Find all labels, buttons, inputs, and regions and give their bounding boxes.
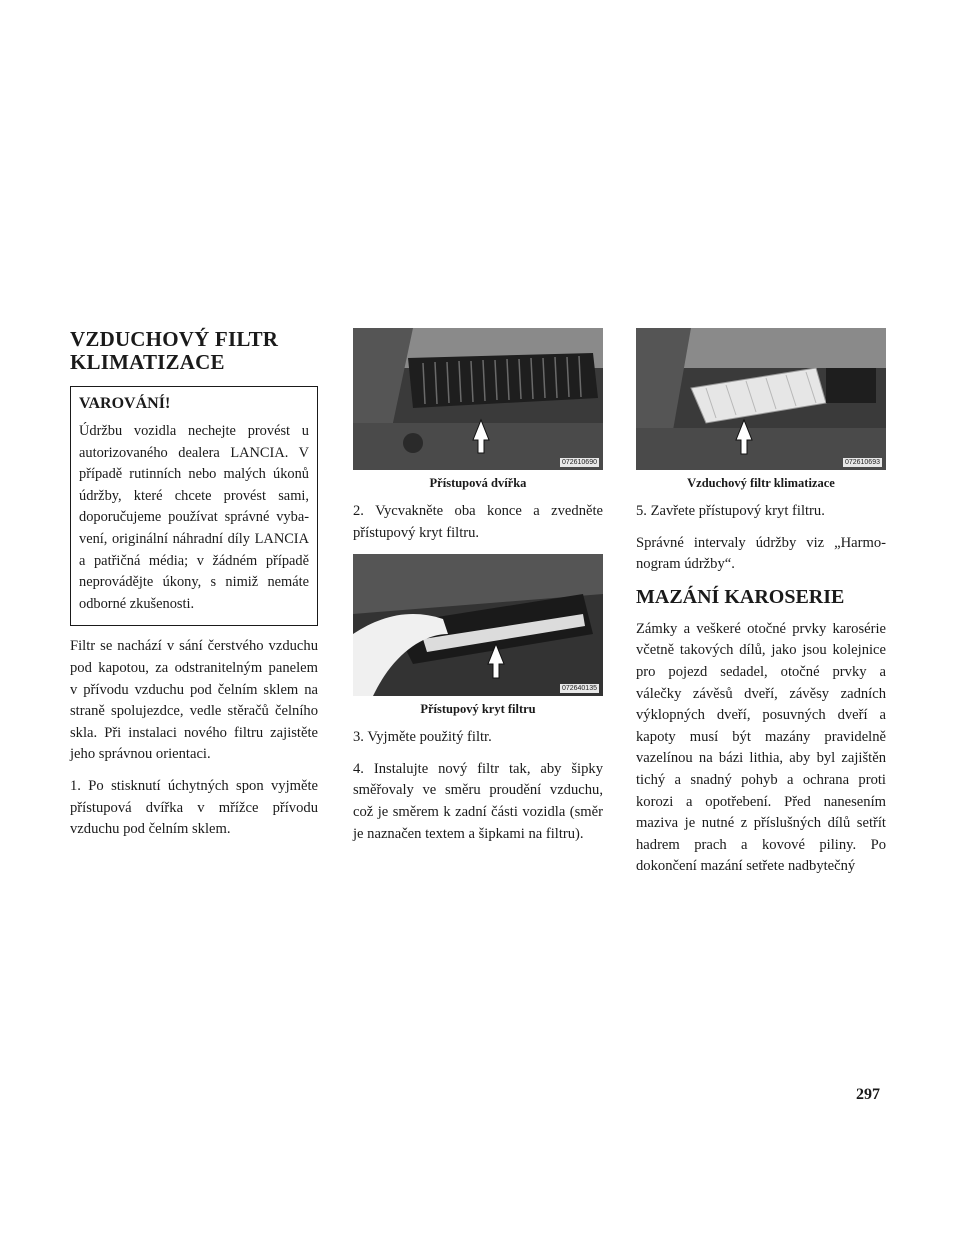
caption-access-door: Přístupová dvířka: [429, 476, 527, 490]
column-3: [636, 328, 886, 888]
warning-title: VAROVÁNÍ!: [79, 395, 171, 412]
figure-code: 072610690: [561, 459, 597, 466]
heading-line-2: KLIMATIZACE: [70, 350, 225, 374]
photo-filter-cover: [353, 554, 603, 696]
photo-access-door: [353, 328, 603, 470]
caption-filter-cover: Přístupový kryt filtru: [420, 702, 536, 717]
paragraph-body-lubrication: Zámky a veškeré otočné prvky karosérie včetně takových dílů, jako jsou kolejnice pro pojezd sedadel, otočné prvky a válečky závěsů dveří, závěsy zadních výklopných dveří, posuvných dveří a kapoty musí být mazány pravidelně vazelínou na bázi lithia, aby byl zajištěn tichý a snadný pohyb a ochrana proti korozi a opotřebení. Před nanesením maziva je nutné z příslušných dílů setřít hadrem prach a kovové piliny. Po dokončení mazání setřete nadbytečný: [636, 620, 886, 875]
column-2: [353, 328, 603, 855]
heading-line-1: VZDUCHOVÝ FILTR: [70, 327, 279, 351]
warning-box: [70, 386, 318, 626]
paragraph-step-4: 4. Instalujte nový filtr tak, aby šipky směřovaly ve směru proudění vzduchu, což je směrem k zadní části vozidla (směr je naznačen textem a šipkami na filtru).: [353, 760, 603, 842]
section-heading-cabin-filter: [70, 328, 318, 374]
figure-air-filter: [636, 328, 886, 470]
paragraph-maintenance-intervals: Správné intervaly údržby viz „Harmonogram údržby“.: [636, 534, 886, 573]
paragraph-step-3: 3. Vyjměte použitý filtr.: [353, 729, 492, 746]
figure-access-door: [353, 328, 603, 470]
page-number: 297: [856, 1086, 880, 1103]
photo-air-filter: [636, 328, 886, 470]
figure-filter-cover: [353, 554, 603, 696]
paragraph-step-2: 2. Vycvakněte oba konce a zvedněte přístupový kryt filtru.: [353, 503, 603, 541]
column-1: [70, 328, 318, 851]
figure-code: 072610693: [844, 459, 880, 466]
figure-code: 072640135: [561, 685, 597, 693]
caption-air-filter: Vzduchový filtr klimatizace: [687, 476, 835, 490]
paragraph-step-5: 5. Zavřete přístupový kryt filtru.: [636, 503, 825, 519]
warning-text: Údržbu vozidla nechejte provést u autorizovaného dealera LANCIA. V případě rutinních nebo malých úkonů údržby, které chcete provést sami, doporučujeme používat správné vybavení, originální náhradní díly LANCIA a patřičná média; v žádném případě neprovádějte úkony, s nimiž nemáte odborné zkušenosti.: [79, 423, 309, 612]
paragraph-filter-location: Filtr se nachází v sání čerstvého vzduchu pod kapotou, za odstranitelným panelem v přívodu vzduchu pod čelním sklem na straně spolujezdce, vedle stěračů čelního skla. Při instalaci nového filtru zajistěte jeho správnou orientaci.: [70, 638, 318, 763]
paragraph-step-1: 1. Po stisknutí úchytných spon vyjměte přístupová dvířka v mřížce přívodu vzduchu pod čelním sklem.: [70, 777, 318, 838]
section-heading-body-lubrication: MAZÁNÍ KAROSERIE: [636, 585, 845, 608]
